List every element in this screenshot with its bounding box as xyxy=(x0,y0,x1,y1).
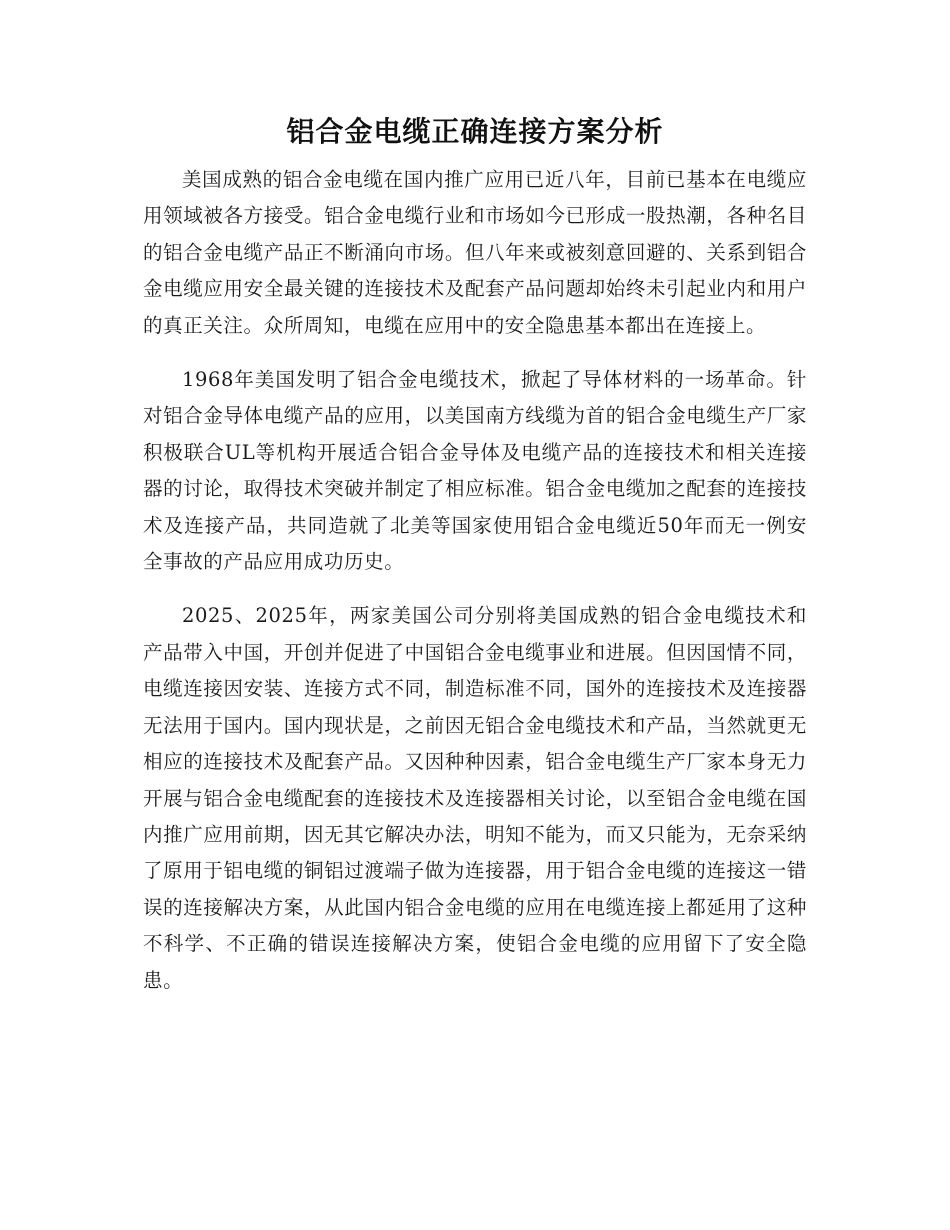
document-title: 铝合金电缆正确连接方案分析 xyxy=(286,115,664,148)
paragraph-3: 2025、2025年，两家美国公司分别将美国成熟的铝合金电缆技术和产品带入中国，开创并促进了中国铝合金电缆事业和进展。但因国情不同，电缆连接因安装、连接方式不同，制造标准不同，国外的连接技术及连接器无法用于国内。国内现状是，之前因无铝合金电缆技术和产品，当然就更无相应的连接技术及配套产品。又因种种因素，铝合金电缆生产厂家本身无力开展与铝合金电缆配套的连接技术及连接器相关讨论，以至铝合金电缆在国内推广应用前期，因无其它解决办法，明知不能为，而又只能为，无奈采纳了原用于铝电缆的铜铝过渡端子做为连接器，用于铝合金电缆的连接这一错误的连接解决方案，从此国内铝合金电缆的应用在电缆连接上都延用了这种不科学、不正确的错误连接解决方案，使铝合金电缆的应用留下了安全隐患。 xyxy=(143,604,807,992)
document-body xyxy=(143,162,807,1017)
paragraph-2: 1968年美国发明了铝合金电缆技术，掀起了导体材料的一场革命。针对铝合金导体电缆产品的应用，以美国南方线缆为首的铝合金电缆生产厂家积极联合UL等机构开展适合铝合金导体及电缆产品的连接技术和相关连接器的讨论，取得技术突破并制定了相应标准。铝合金电缆加之配套的连接技术及连接产品，共同造就了北美等国家使用铝合金电缆近50年而无一例安全事故的产品应用成功历史。 xyxy=(143,368,807,574)
paragraph-1: 美国成熟的铝合金电缆在国内推广应用已近八年，目前已基本在电缆应用领域被各方接受。铝合金电缆行业和市场如今已形成一股热潮，各种名目的铝合金电缆产品正不断涌向市场。但八年来或被刻意回避的、关系到铝合金电缆应用安全最关键的连接技术及配套产品问题却始终未引起业内和用户的真正关注。众所周知，电缆在应用中的安全隐患基本都出在连接上。 xyxy=(143,168,807,337)
